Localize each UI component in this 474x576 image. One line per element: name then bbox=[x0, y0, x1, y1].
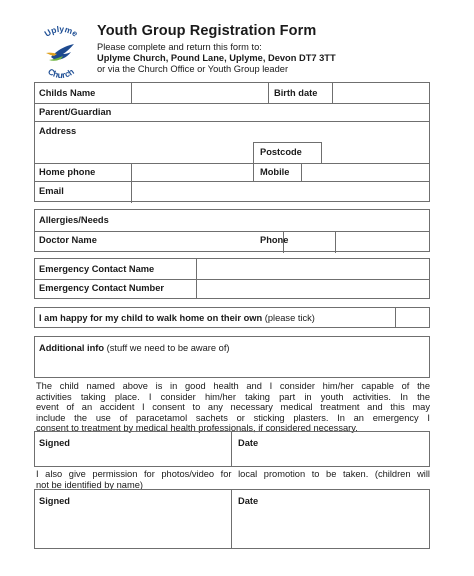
health-declaration: The child named above is in good health and I consider him/her capable of the activities taking place. I consider him/her taking part in youth activities. In the event of an accident I consent to any necessary medical treatment and this may include the use of paracetamol sachets or sticking plasters. In an emergency I consent to treatment by medical health professionals, if considered necessary. bbox=[36, 381, 430, 434]
allergies-field[interactable] bbox=[125, 211, 429, 230]
emergency-contact-number-field[interactable] bbox=[197, 280, 429, 298]
birth-date-field[interactable] bbox=[333, 84, 429, 102]
address-field[interactable] bbox=[95, 122, 250, 162]
svg-text:Uplyme bbox=[42, 24, 79, 39]
additional-info-label: Additional info (stuff we need to be aware of) bbox=[39, 343, 230, 353]
childs-name-field[interactable] bbox=[132, 84, 267, 102]
email-label: Email bbox=[39, 186, 64, 196]
date-label-2: Date bbox=[238, 496, 259, 506]
logo-text-bottom: Church bbox=[46, 66, 76, 81]
signed-label-2: Signed bbox=[39, 496, 70, 506]
signature-table-1 bbox=[34, 431, 430, 467]
date-field-2[interactable] bbox=[232, 491, 429, 548]
signature-field-2[interactable] bbox=[36, 491, 230, 548]
additional-info-field[interactable] bbox=[36, 355, 429, 377]
walk-home-tick-box[interactable] bbox=[396, 309, 429, 327]
emergency-contact-table bbox=[34, 258, 430, 299]
signature-table-2 bbox=[34, 489, 430, 549]
home-phone-field[interactable] bbox=[132, 164, 252, 180]
mobile-field[interactable] bbox=[302, 164, 429, 180]
form-title: Youth Group Registration Form bbox=[97, 23, 317, 39]
signature-field-1[interactable] bbox=[36, 433, 230, 466]
allergies-label: Allergies/Needs bbox=[39, 215, 109, 225]
postcode-label: Postcode bbox=[260, 147, 302, 157]
walk-home-consent-row bbox=[34, 307, 430, 328]
personal-details-table bbox=[34, 82, 430, 202]
address-label: Address bbox=[39, 126, 77, 136]
church-logo bbox=[30, 23, 92, 81]
bird-icon bbox=[30, 23, 92, 81]
doctor-name-label: Doctor Name bbox=[39, 235, 97, 245]
date-field-1[interactable] bbox=[232, 433, 429, 466]
doctor-name-field[interactable] bbox=[125, 232, 282, 252]
walk-home-consent-label: I am happy for my child to walk home on their own (please tick) bbox=[39, 313, 315, 323]
additional-info-box bbox=[34, 336, 430, 378]
home-phone-label: Home phone bbox=[39, 167, 96, 177]
mobile-label: Mobile bbox=[260, 167, 290, 177]
emergency-contact-name-field[interactable] bbox=[197, 260, 429, 278]
signed-label-1: Signed bbox=[39, 438, 70, 448]
date-label-1: Date bbox=[238, 438, 259, 448]
emergency-contact-name-label: Emergency Contact Name bbox=[39, 264, 155, 274]
email-field[interactable] bbox=[132, 182, 429, 202]
logo-text-top: Uplyme bbox=[42, 23, 80, 39]
photo-permission-text: I also give permission for photos/video for local promotion to be taken. (children will not be identified by name) bbox=[36, 469, 430, 490]
return-alternative: or via the Church Office or Youth Group leader bbox=[97, 64, 289, 74]
doctor-phone-label: Phone bbox=[260, 235, 289, 245]
childs-name-label: Childs Name bbox=[39, 88, 96, 98]
emergency-contact-number-label: Emergency Contact Number bbox=[39, 283, 165, 293]
return-address: Uplyme Church, Pound Lane, Uplyme, Devon DT7 3TT bbox=[97, 53, 336, 63]
parent-guardian-label: Parent/Guardian bbox=[39, 107, 112, 117]
please-tick-hint: (please tick) bbox=[264, 313, 315, 323]
parent-guardian-field[interactable] bbox=[132, 104, 429, 120]
doctor-phone-field[interactable] bbox=[336, 232, 429, 252]
svg-text:Church bbox=[46, 66, 76, 80]
additional-info-hint: (stuff we need to be aware of) bbox=[106, 343, 230, 353]
medical-details-table bbox=[34, 209, 430, 252]
postcode-field[interactable] bbox=[322, 143, 429, 162]
instructions-line: Please complete and return this form to: bbox=[97, 42, 262, 52]
birth-date-label: Birth date bbox=[274, 88, 318, 98]
